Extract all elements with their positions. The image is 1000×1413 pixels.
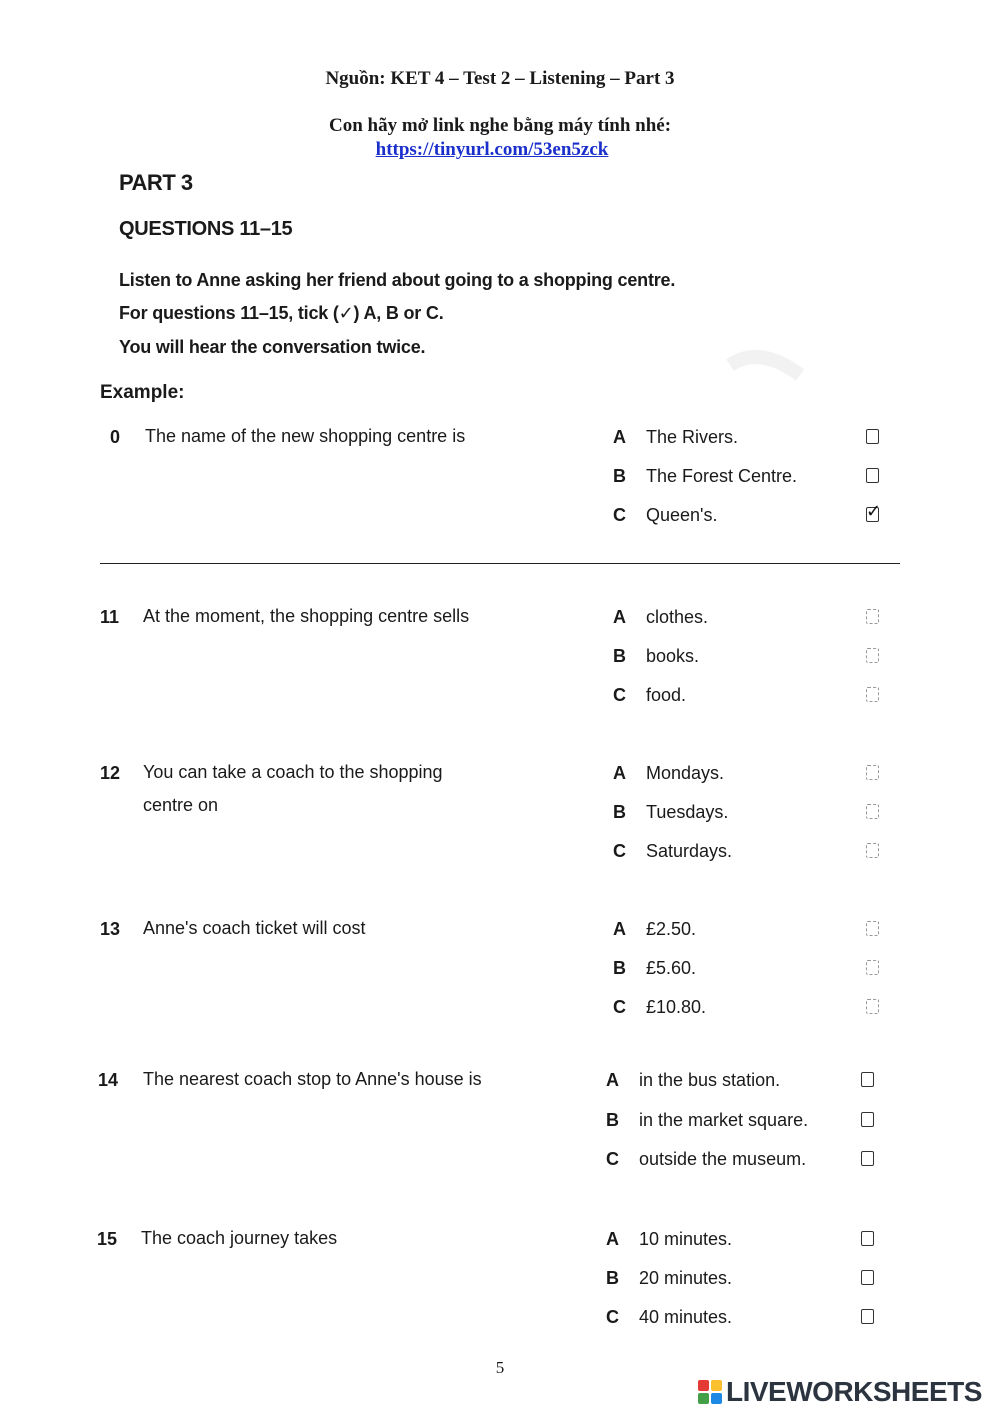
option-letter: C [613, 997, 626, 1017]
option-text: books. [646, 646, 700, 666]
option-text: in the market square. [639, 1109, 809, 1130]
option-letter: C [613, 505, 626, 525]
answer-checkbox[interactable] [866, 960, 879, 975]
answer-checkbox[interactable] [866, 687, 879, 702]
example-divider [100, 563, 900, 564]
option-letter: A [613, 919, 626, 939]
answer-checkbox[interactable] [866, 648, 879, 663]
option-text: clothes. [646, 607, 709, 627]
option-letter: B [606, 1109, 619, 1130]
answer-checkbox[interactable] [866, 765, 879, 780]
option-text: 20 minutes. [639, 1268, 733, 1288]
answer-checkbox[interactable] [866, 609, 879, 624]
faint-watermark [700, 345, 820, 385]
questions-range: QUESTIONS 11–15 [119, 218, 293, 240]
example-label: Example: [100, 382, 185, 403]
answer-checkbox[interactable] [866, 804, 879, 819]
option-text: The Forest Centre. [646, 466, 798, 486]
liveworksheets-logo [698, 1376, 982, 1408]
option-letter: C [606, 1149, 619, 1169]
option-text: 10 minutes. [639, 1229, 733, 1249]
question-number: 14 [98, 1070, 119, 1090]
logo-square-yellow [711, 1380, 722, 1391]
option-letter: B [613, 466, 626, 486]
option-letter: B [613, 958, 626, 978]
instruction-text: Con hãy mở link nghe bằng máy tính nhé: [328, 115, 672, 136]
option-letter: A [613, 607, 626, 627]
question-text: The name of the new shopping centre is [145, 426, 466, 446]
question-number: 11 [100, 607, 120, 627]
answer-checkbox[interactable] [866, 921, 879, 936]
page-number: 5 [495, 1358, 505, 1377]
logo-square-blue [711, 1393, 722, 1404]
option-text: Tuesdays. [646, 802, 729, 822]
liveworksheets-icon [698, 1380, 722, 1404]
option-text: The Rivers. [646, 427, 739, 447]
answer-checkbox[interactable] [861, 1112, 874, 1127]
option-text: 40 minutes. [639, 1307, 733, 1327]
option-text: £2.50. [646, 919, 697, 939]
answer-checkbox[interactable] [866, 843, 879, 858]
question-number: 13 [100, 919, 121, 939]
question-text: Anne's coach ticket will cost [143, 918, 366, 938]
option-text: Mondays. [646, 763, 725, 783]
option-letter: B [606, 1268, 619, 1288]
question-number: 15 [97, 1229, 118, 1249]
brand-name: LIVEWORKSHEETS [726, 1376, 982, 1407]
answer-checkbox[interactable] [866, 999, 879, 1014]
option-letter: B [613, 802, 626, 822]
check-mark-icon: ✓ [866, 501, 882, 521]
answer-checkbox[interactable] [861, 1151, 874, 1166]
question-text: You can take a coach to the shopping centre on [143, 762, 443, 815]
answer-checkbox [866, 468, 879, 483]
intro-line-3: You will hear the conversation twice. [119, 337, 426, 357]
option-letter: A [613, 427, 626, 447]
answer-checkbox [866, 501, 882, 522]
answer-checkbox [866, 429, 879, 444]
listening-instruction [0, 114, 1000, 162]
option-text: outside the museum. [639, 1149, 807, 1169]
answer-checkbox[interactable] [861, 1231, 874, 1246]
option-text: Saturdays. [646, 841, 733, 861]
option-letter: A [613, 763, 626, 783]
question-text: At the moment, the shopping centre sells [143, 606, 470, 626]
option-letter: A [606, 1229, 619, 1249]
question-text: The nearest coach stop to Anne's house is [143, 1069, 482, 1089]
answer-checkbox[interactable] [861, 1072, 874, 1087]
question-number: 0 [110, 427, 121, 447]
logo-square-red [698, 1380, 709, 1391]
option-text: food. [646, 685, 687, 705]
source-line: Nguồn: KET 4 – Test 2 – Listening – Part 3 [325, 68, 675, 89]
answer-checkbox[interactable] [861, 1270, 874, 1285]
answer-checkbox[interactable] [861, 1309, 874, 1324]
option-letter: C [613, 685, 626, 705]
question-number: 12 [100, 763, 121, 783]
audio-link[interactable]: https://tinyurl.com/53en5zck [375, 139, 609, 160]
part-title: PART 3 [119, 170, 193, 195]
question-text: The coach journey takes [141, 1228, 338, 1248]
intro-line-1: Listen to Anne asking her friend about going to a shopping centre. [119, 270, 676, 290]
option-letter: C [613, 841, 626, 861]
option-text: in the bus station. [639, 1070, 781, 1090]
option-letter: C [606, 1307, 619, 1327]
option-text: £10.80. [646, 997, 707, 1017]
option-letter: A [606, 1070, 619, 1090]
option-text: Queen's. [646, 505, 718, 525]
intro-line-2: For questions 11–15, tick (✓) A, B or C. [119, 303, 444, 323]
option-letter: B [613, 646, 626, 666]
option-text: £5.60. [646, 958, 697, 978]
logo-square-green [698, 1393, 709, 1404]
